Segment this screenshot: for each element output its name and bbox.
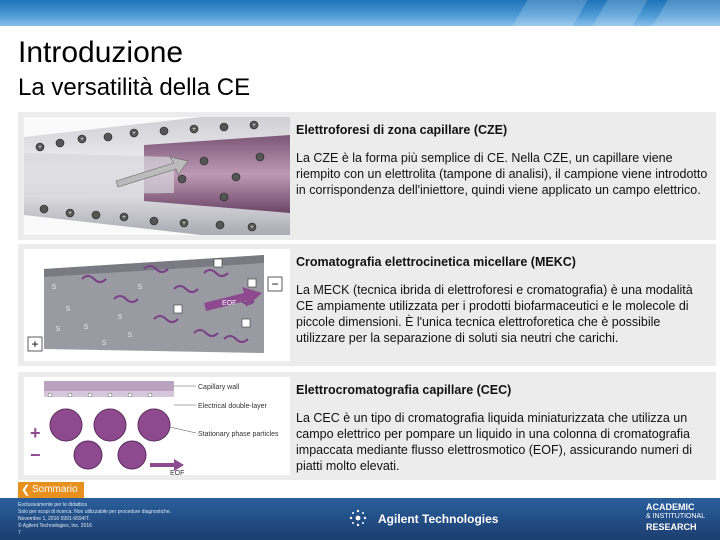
svg-text:S: S [127, 332, 133, 339]
panel-cec-heading: Elettrocromatografia capillare (CEC) [296, 383, 512, 397]
svg-text:+: + [252, 123, 256, 129]
agilent-brand: Agilent Technologies [378, 512, 499, 526]
footer-note-line: Esclusivamente per le didattica [18, 502, 87, 508]
cec-stationary-label: Stationary phase particles [198, 431, 279, 438]
svg-text:+: + [122, 215, 126, 221]
footer-bar [0, 498, 720, 540]
svg-text:S: S [83, 324, 89, 331]
sommario-label: Sommario [32, 484, 78, 495]
panel-cze [18, 112, 716, 240]
svg-text:+: + [68, 211, 72, 217]
footer-note-line: Novembre 1, 2016 5991-6694IT. [18, 516, 90, 522]
svg-text:S: S [55, 326, 61, 333]
academic-line: & INSTITUTIONAL [646, 513, 706, 520]
panel-cec-body: La CEC è un tipo di cromatografia liquida miniaturizzata che utilizza un campo elettrico per pompare un liquido in una colonna di cromatografia impaccata mediante flusso elettrosmotico (EOF), assicurando numeri di piatti molto elevati. [296, 411, 692, 473]
mekc-illustration [24, 249, 290, 361]
svg-text:S: S [65, 306, 71, 313]
footer-note-line: Solo per scopi di ricerca. Non utilizzabile per procedure diagnostiche. [18, 509, 172, 515]
cec-minus-label: − [30, 445, 41, 465]
svg-text:+: + [182, 221, 186, 227]
cec-eof-label: EOF [170, 470, 185, 475]
academic-research-badge [646, 502, 705, 532]
panel-mekc-heading: Cromatografia elettrocinetica micellare (MEKC) [296, 255, 576, 269]
cec-illustration [24, 377, 290, 475]
footer-note-line: © Agilent Technologies, Inc. 2016 [18, 523, 92, 529]
svg-text:+: + [192, 127, 196, 133]
footer-note-line: 7 [18, 530, 21, 536]
mekc-plus-label: + [31, 337, 39, 351]
svg-text:+: + [132, 131, 136, 137]
svg-text:S: S [137, 284, 143, 291]
svg-text:S: S [117, 314, 123, 321]
footer-note [18, 502, 171, 537]
panel-mekc [18, 244, 716, 366]
top-banner [0, 0, 720, 26]
svg-text:+: + [250, 225, 254, 231]
panel-cze-body: La CZE è la forma più semplice di CE. Nella CZE, un capillare viene riempito con un elettrolita (tampone di analisi), il campione viene introdotto in corrispondenza dell'iniettore, quindi viene applicato un campo elettrico. [296, 151, 708, 197]
sommario-button[interactable] [18, 482, 84, 498]
panel-mekc-body: La MECK (tecnica ibrida di elettroforesi e cromatografia) è una modalità CE ampiamente utilizzata per i prodotti biofarmaceutici e le molecole di piccole dimensioni. È l'unica tecnica elettroforetica che è possibile utilizzare per la separazione di soluti sia neutri che carichi. [296, 283, 693, 345]
svg-text:+: + [80, 137, 84, 143]
page-subtitle: La versatilità della CE [18, 74, 251, 101]
agilent-spark-icon [348, 508, 368, 528]
cec-double-layer-label: Electrical double-layer [198, 403, 267, 410]
academic-line: ACADEMIC [646, 502, 695, 512]
academic-line: RESEARCH [646, 522, 697, 532]
panel-cze-heading: Elettroforesi di zona capillare (CZE) [296, 123, 508, 137]
cec-capillary-wall-label: Capillary wall [198, 384, 240, 391]
cze-illustration [24, 117, 290, 235]
svg-text:S: S [101, 340, 107, 347]
mekc-minus-label: − [271, 277, 279, 291]
mekc-eof-label: EOF [222, 300, 237, 307]
svg-text:S: S [51, 284, 57, 291]
svg-text:+: + [38, 145, 42, 151]
cec-plus-label: + [30, 423, 41, 443]
chevron-left-icon: ❮ [21, 484, 31, 496]
panel-cec [18, 372, 716, 480]
page-title: Introduzione [18, 36, 184, 69]
